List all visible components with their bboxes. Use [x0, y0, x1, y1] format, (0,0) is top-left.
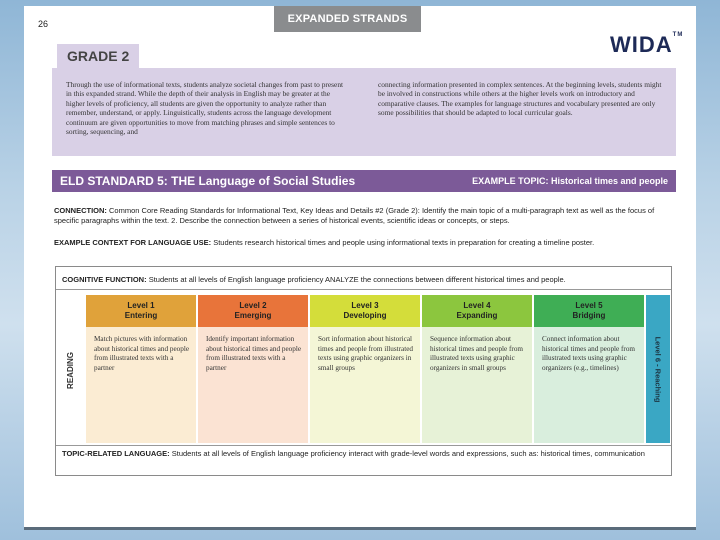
level-header [310, 295, 420, 327]
divider [56, 289, 671, 290]
level-name: Developing [343, 311, 387, 320]
level-descriptor: Connect information about historical times and people from illustrated texts using graphic organizers (e.g., timelines) [534, 327, 644, 443]
level-number: Level 1 [127, 301, 155, 310]
level-name: Expanding [456, 311, 498, 320]
standard-header [52, 170, 676, 192]
standard-title: ELD STANDARD 5: THE Language of Social Studies [60, 174, 356, 188]
level-number: Level 4 [463, 301, 491, 310]
grade-label: GRADE 2 [57, 44, 139, 68]
domain-label [58, 297, 82, 443]
example-topic [472, 176, 668, 186]
level-4-column [422, 295, 532, 443]
level-header [86, 295, 196, 327]
level-3-column [310, 295, 420, 443]
connection-text [54, 206, 674, 226]
connection-body: Common Core Reading Standards for Informational Text, Key Ideas and Details #2 (Grade 2): Identify the main topic of a multi-paragraph text as well as the focus of specific paragraphs within the text. 2. Describe the connection between a series of historical events, scientific ideas or concepts, or steps. [54, 206, 655, 225]
grade-description [52, 68, 676, 156]
level-number: Level 2 [239, 301, 267, 310]
level-name: Emerging [234, 311, 272, 320]
divider [56, 445, 671, 446]
level-header [198, 295, 308, 327]
level-6-band [646, 295, 670, 443]
context-label: EXAMPLE CONTEXT FOR LANGUAGE USE: [54, 238, 212, 247]
level-name: Bridging [572, 311, 606, 320]
section-tab: EXPANDED STRANDS [274, 6, 421, 32]
connection-label: CONNECTION: [54, 206, 107, 215]
level-descriptor: Match pictures with information about historical times and people from illustrated texts with a partner [86, 327, 196, 443]
cognitive-function [62, 275, 566, 284]
context-text [54, 238, 674, 247]
level-descriptor: Sequence information about historical times and people from illustrated texts using graphic organizers in small groups [422, 327, 532, 443]
wida-logo [610, 32, 683, 58]
level-descriptor: Sort information about historical times and people from illustrated texts using graphic organizers in small groups [310, 327, 420, 443]
grade-description-col2: connecting information presented in complex sentences. At the beginning levels, students might be involved in constructions while others at the higher levels work on introductory and comparative clauses. The examples for language structures and vocabulary presented are only some possibilities that should be adapted to local curricular goals. [378, 80, 662, 118]
logo-text: WIDA [610, 32, 673, 57]
level-number: Level 3 [351, 301, 379, 310]
grade-description-col1: Through the use of informational texts, students analyze societal changes from past to present in this expanded strand. While the depth of their analysis in English may be greater at the higher levels of proficiency, all students are given the opportunity to analyze rather than remember, understand, or apply. Linguistically, students across the language development continuum are given opportunities to move from matching phrases and simple sentences to sorting, sequencing, and [66, 80, 344, 137]
level-5-column [534, 295, 644, 443]
context-body: Students research historical times and people using informational texts in preparation for creating a timeline poster. [213, 238, 595, 247]
level-name: Entering [124, 311, 158, 320]
topic-language-label: TOPIC-RELATED LANGUAGE: [62, 449, 170, 458]
trademark-mark: TM [672, 32, 684, 38]
level-descriptor: Identify important information about historical times and people from illustrated texts with a partner [198, 327, 308, 443]
example-topic-label: EXAMPLE TOPIC: [472, 176, 549, 186]
performance-matrix [55, 266, 672, 476]
document-page [24, 6, 696, 528]
level-number: Level 5 [575, 301, 603, 310]
page-bottom-rule [24, 527, 696, 530]
level-header [534, 295, 644, 327]
topic-related-language [62, 449, 662, 459]
level-2-column [198, 295, 308, 443]
level-1-column [86, 295, 196, 443]
topic-language-body: Students at all levels of English language proficiency interact with grade-level words and expressions, such as: historical times, communication [171, 449, 645, 458]
domain-text: READING [65, 351, 75, 389]
level-6-label: Level 6 - Reaching [653, 336, 663, 402]
example-topic-value: Historical times and people [550, 176, 668, 186]
level-header [422, 295, 532, 327]
page-number: 26 [38, 19, 49, 29]
cognitive-label: COGNITIVE FUNCTION: [62, 275, 147, 284]
cognitive-body: Students at all levels of English language proficiency ANALYZE the connections between different historical times and people. [148, 275, 566, 284]
